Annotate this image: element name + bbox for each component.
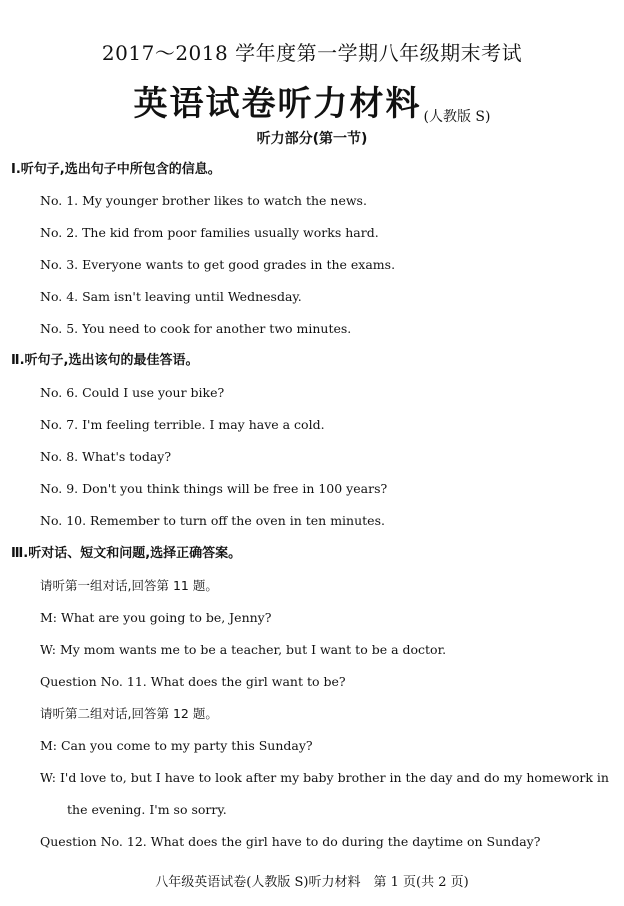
list-item: No. 6. Could I use your bike? <box>40 385 225 400</box>
dialogue-line: M: What are you going to be, Jenny? <box>40 610 272 625</box>
dialogue-line: W: I'd love to, but I have to look after my baby brother in the day and do my homework in <box>40 770 609 785</box>
part-title: 听力部分(第一节) <box>256 131 368 147</box>
list-item: No. 3. Everyone wants to get good grades in the exams. <box>40 257 396 272</box>
list-item: No. 7. I'm feeling terrible. I may have a cold. <box>40 417 325 432</box>
exam-title: 2017～2018 学年度第一学期八年级期末考试 <box>101 41 523 65</box>
list-item: No. 8. What's today? <box>40 449 172 464</box>
document-title: 英语试卷听力材料 <box>133 84 422 124</box>
instruction-line: 请听第二组对话,回答第 12 题。 <box>40 706 218 721</box>
dialogue-line: M: Can you come to my party this Sunday? <box>40 738 313 753</box>
list-item: No. 4. Sam isn't leaving until Wednesday. <box>40 289 302 304</box>
dialogue-line: W: My mom wants me to be a teacher, but I want to be a doctor. <box>40 642 447 657</box>
list-item: No. 10. Remember to turn off the oven in ten minutes. <box>40 513 385 528</box>
dialogue-line-continued: the evening. I'm so sorry. <box>67 802 227 817</box>
list-item: No. 9. Don't you think things will be free in 100 years? <box>40 481 388 496</box>
section-heading: Ⅰ.听句子,选出句子中所包含的信息。 <box>11 162 221 177</box>
question-line: Question No. 11. What does the girl want to be? <box>40 674 346 689</box>
document-title-row <box>0 76 624 126</box>
list-item: No. 1. My younger brother likes to watch the news. <box>40 193 367 208</box>
question-line: Question No. 12. What does the girl have to do during the daytime on Sunday? <box>40 834 541 849</box>
list-item: No. 2. The kid from poor families usually works hard. <box>40 225 379 240</box>
section-heading: Ⅲ.听对话、短文和问题,选择正确答案。 <box>11 546 242 561</box>
instruction-line: 请听第一组对话,回答第 11 题。 <box>40 578 218 593</box>
document-subtitle: (人教版 S) <box>423 109 491 125</box>
section-heading: Ⅱ.听句子,选出该句的最佳答语。 <box>11 353 199 368</box>
list-item: No. 5. You need to cook for another two minutes. <box>40 321 352 336</box>
page-footer: 八年级英语试卷(人教版 S)听力材料 第 1 页(共 2 页) <box>155 875 469 890</box>
